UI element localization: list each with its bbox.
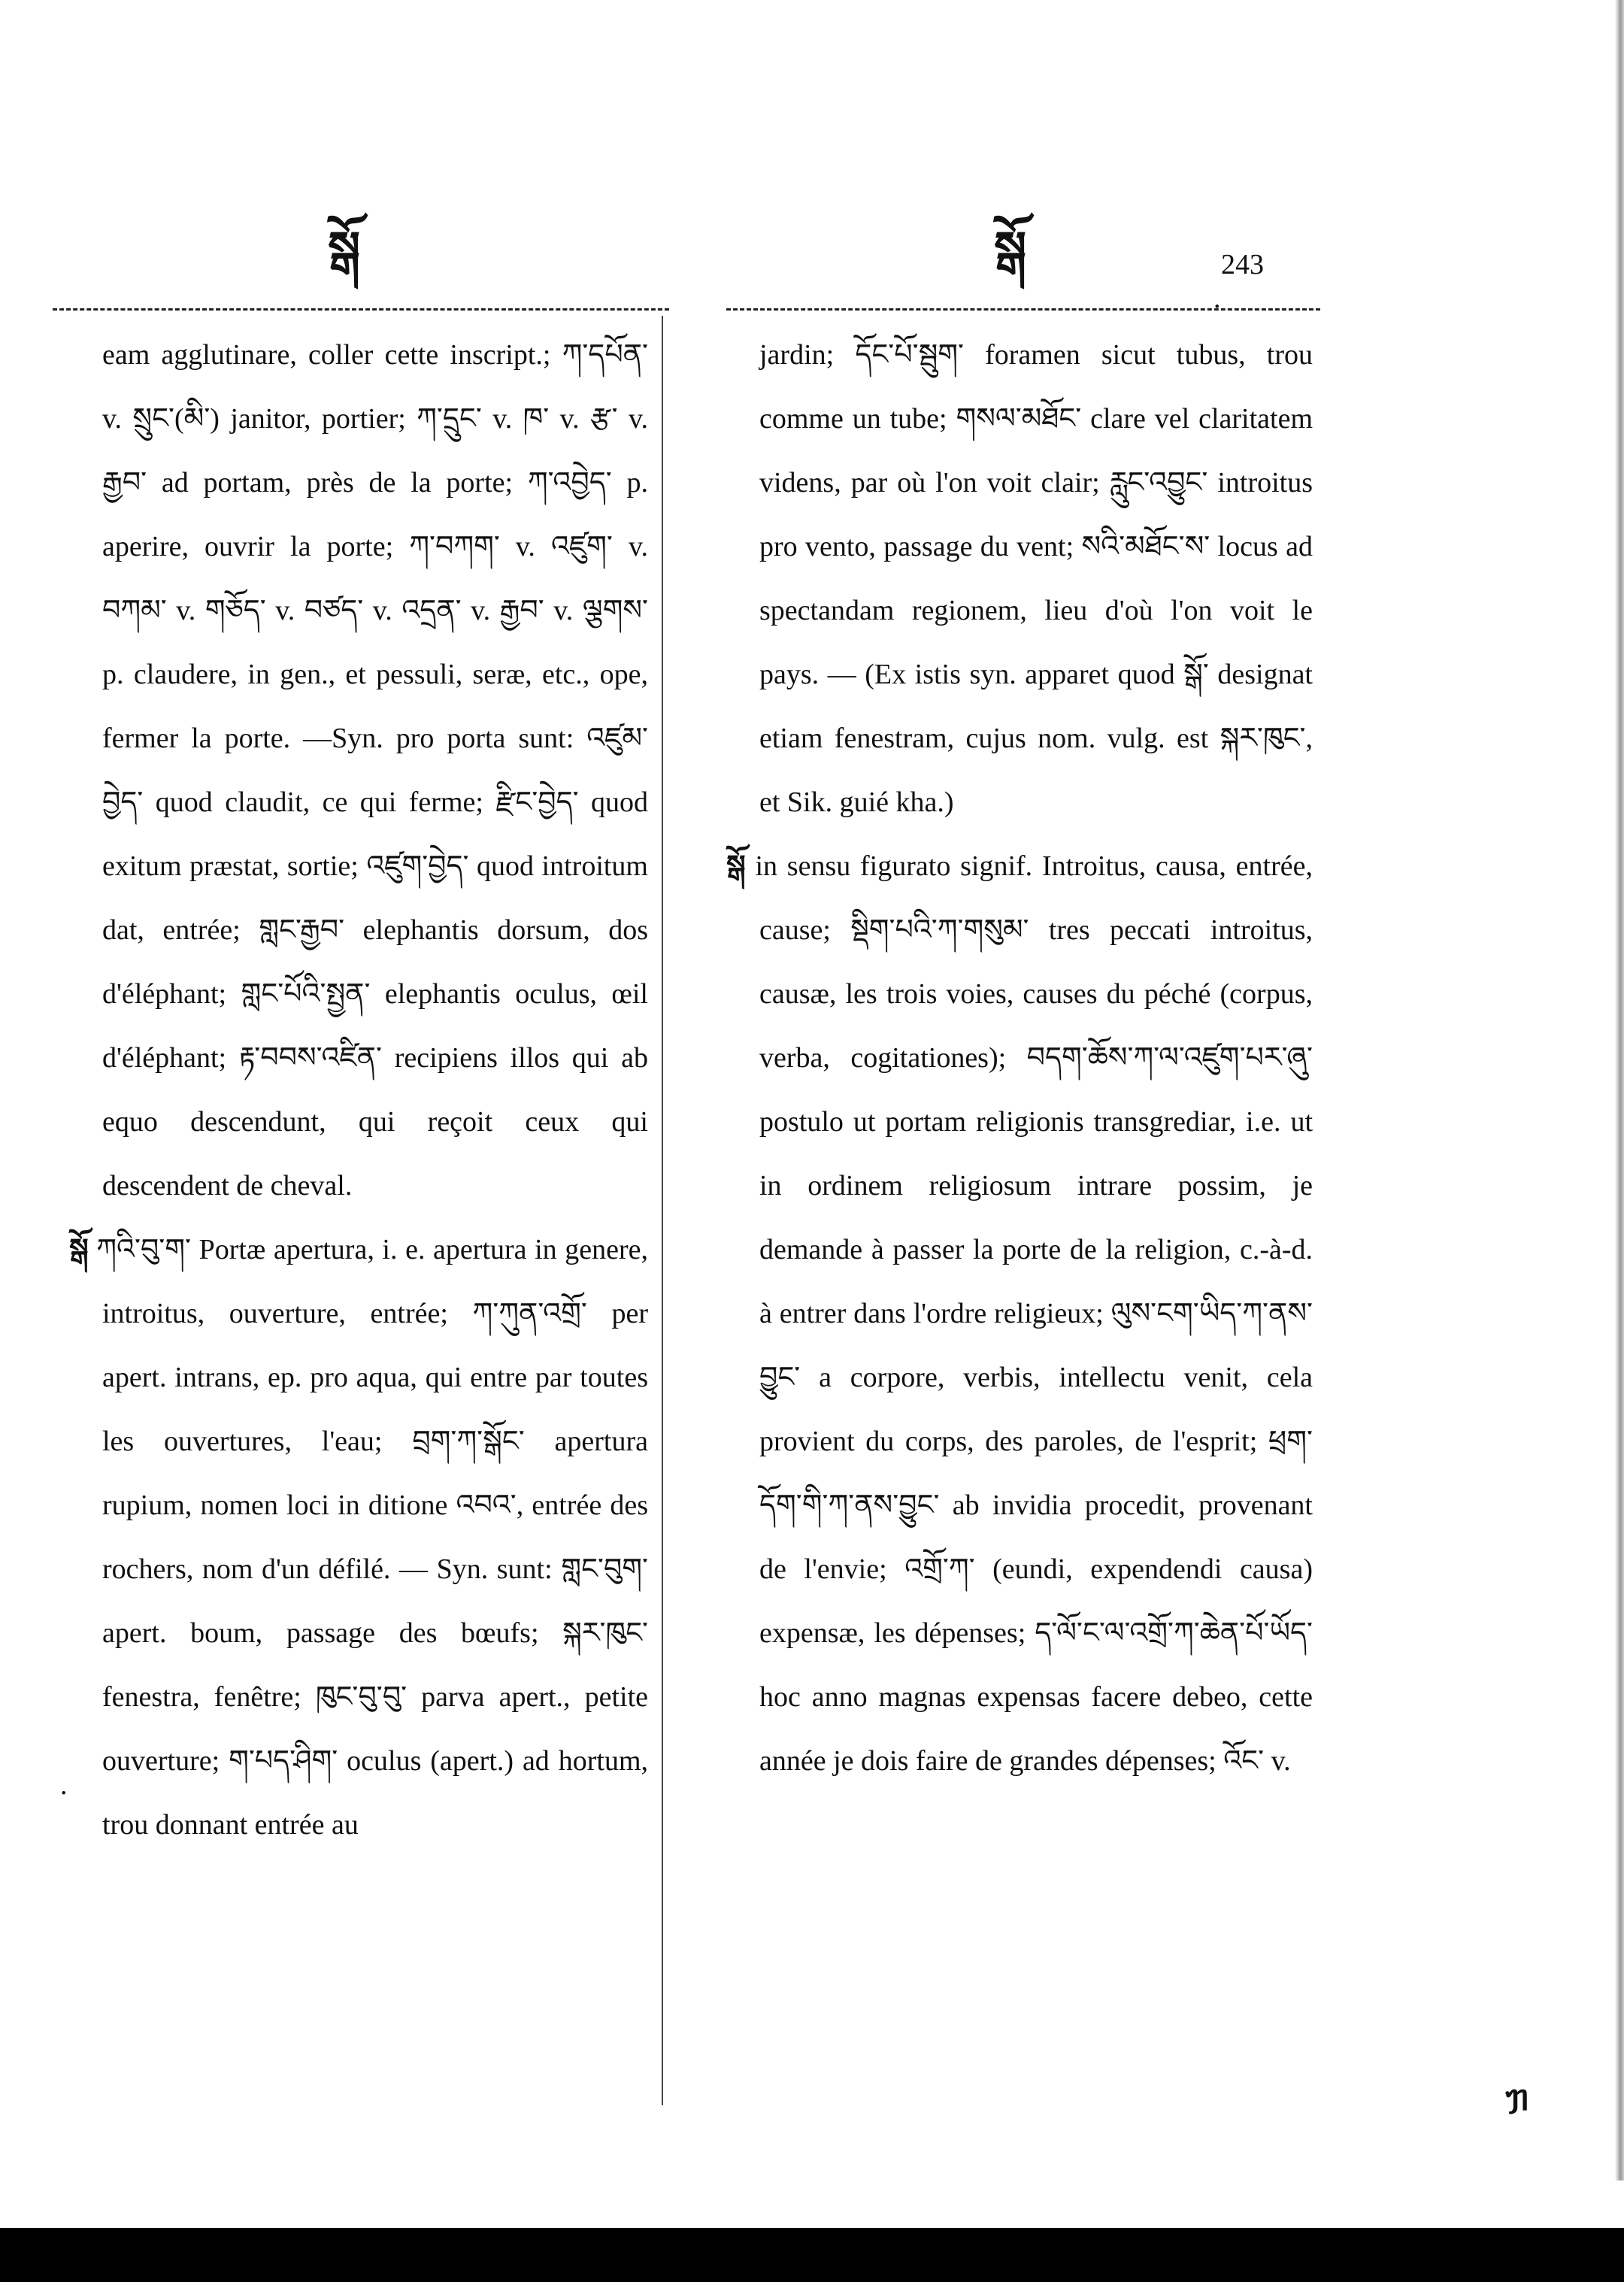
right-entry-headword: སྒོ [726,850,746,882]
header-left-headword: སྒོ [328,222,361,277]
header-rule-right [726,308,1320,311]
header-rule-left [53,308,669,311]
left-column-entry [69,1218,648,1857]
left-column-continuation: eam agglutinare, coller cette inscript.; ཀ་དཔོན་ v. སྲུང་(མི་) janitor, portier; ཀ་དྲུང་ v. ཁ་ v. རྩ་ v. རྒྱབ་ ad portam, près de la porte; ཀ་འབྱེད་ p. aperire, ouvrir la porte; ཀ་བཀག་ v. འཛུག་ v. བཀམ་ v. གཅོད་ v. བཙད་ v. འདྲན་ v. རྒྱབ་ v. ལྕགས་ p. claudere, in gen., et pessuli, seræ, etc., ope, fermer la porte. —Syn. pro porta sunt: འཛུམ་བྱེད་ quod claudit, ce qui ferme; རྫིང་བྱེད་ quod exitum præstat, sortie; འཛུག་བྱེད་ quod introitum dat, entrée; གླང་རྒྱབ་ elephantis dorsum, dos d'éléphant; གླང་པོའི་སྤྱན་ elephantis oculus, œil d'éléphant; རྟ་བབས་འཛིན་ recipiens illos qui ab equo descendunt, qui reçoit ceux qui descendent de cheval. [102,339,648,1202]
left-entry-headword: སྒོ [69,1234,89,1265]
header-right-headword: སྒོ [994,222,1027,277]
left-column [69,323,648,1857]
right-column [726,323,1313,1793]
right-entry-text: in sensu figurato signif. Introitus, causa, entrée, cause; སྡིག་པའི་ཀ་གསུམ་ tres peccati introitus, causæ, les trois voies, causes du péché (corpus, verba, cogitationes); བདག་ཆོས་ཀ་ལ་འཛུག་པར་ཞུ་ postulo ut portam religionis transgrediar, i.e. ut in ordinem religiosum intrare possim, je demande à passer la porte de la religion, c.-à-d. à entrer dans l'ordre religieux; ལུས་ངག་ཡིད་ཀ་ནས་བྱུང་ a corpore, verbis, intellectu venit, cela provient du corps, des paroles, de l'esprit; ཕྲག་དོག་གི་ཀ་ནས་བྱུང་ ab invidia procedit, provenant de l'envie; འགྲོ་ཀ་ (eundi, expendendi causa) expensæ, les dépenses; ད་ལོ་ང་ལ་འགྲོ་ཀ་ཆེན་པོ་ཡོད་ hoc anno magnas expensas facere debeo, cette année je dois faire de grandes dépenses; འོང་ v. [755,850,1313,1777]
right-column-continuation: jardin; དོང་པོ་སྦུག་ foramen sicut tubus, trou comme un tube; གསལ་མཐོང་ clare vel claritatem videns, par où l'on voit clair; རླུང་འབྱུང་ introitus pro vento, passage du vent; སའི་མཐོང་ས་ locus ad spectandam regionem, lieu d'où l'on voit le pays. — (Ex istis syn. apparet quod སྒོ་ designat etiam fenestram, cujus nom. vulg. est སྐར་ཁུང་, et Sik. guié kha.) [759,339,1313,818]
scan-bottom-bar [0,2228,1624,2282]
column-divider [662,316,663,2105]
page-number: 243 [1221,249,1264,280]
margin-dot: . [60,1769,68,1801]
left-entry-text: ཀའི་བུ་ག་ Portæ apertura, i. e. apertura in genere, introitus, ouverture, entrée; ཀ་ཀུན་འགྲོ་ per apert. intrans, ep. pro aqua, qui entre par toutes les ouvertures, l'eau; བྲག་ཀ་སྒོང་ apertura rupium, nomen loci in ditione འབའ་, entrée des rochers, nom d'un défilé. — Syn. sunt: གླང་བུག་ apert. boum, passage des bœufs; སྐར་ཁུང་ fenestra, fenêtre; ཁུང་བུ་བུ་ parva apert., petite ouverture; ག་པད་ཤིག་ oculus (apert.) ad hortum, trou donnant entrée au [96,1234,648,1841]
right-column-entry [726,835,1313,1793]
header-dot: . [1213,283,1221,314]
page-edge-shadow [1615,0,1624,2180]
corner-mark: ᥟ [1505,2077,1529,2119]
